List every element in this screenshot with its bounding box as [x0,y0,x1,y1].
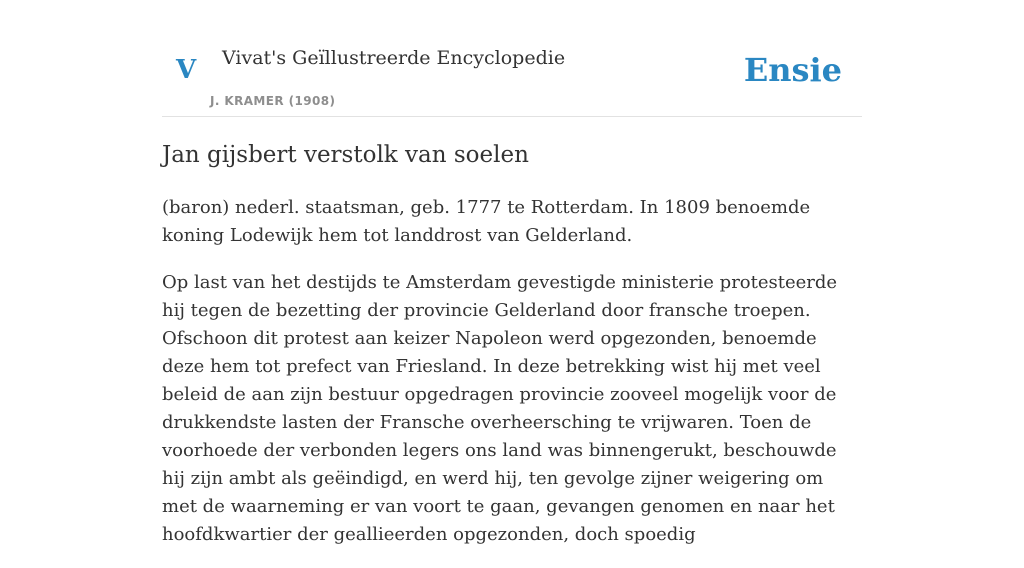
entry-paragraph-2: Op last van het destijds te Amsterdam gevestigde ministerie protesteerde hij tegen de bezetting der provincie Gelderland door fransche troepen. Ofschoon dit protest aan keizer Napoleon werd opgezonden, benoemde deze hem tot prefect van Friesland. In deze betrekking wist hij met veel beleid de aan zijn bestuur opgedragen provincie zooveel mogelijk voor de drukkendste lasten der Fransche overheersching te vrijwaren. Toen de voorhoede der verbonden legers ons land was binnengerukt, beschouwde hij zijn ambt als geëindigd, en werd hij, ten gevolge zijner weigering om met de waarneming er van voort te gaan, gevangen genomen en naar het hoofdkwartier der geallieerden opgezonden, doch spoedig [162,272,838,545]
book-author: J. KRAMER (1908) [210,94,336,108]
source-header [162,0,862,117]
entry-content [162,138,862,568]
ensie-logo[interactable]: Ensie [743,51,842,89]
book-logo-icon[interactable]: V [176,55,197,85]
entry-paragraph-1: (baron) nederl. staatsman, geb. 1777 te Rotterdam. In 1809 benoemde koning Lodewijk hem tot landdrost van Gelderland. [162,197,811,246]
entry-title: Jan gijsbert verstolk van soelen [162,142,529,168]
book-title[interactable]: Vivat's Geïllustreerde Encyclopedie [222,47,566,69]
